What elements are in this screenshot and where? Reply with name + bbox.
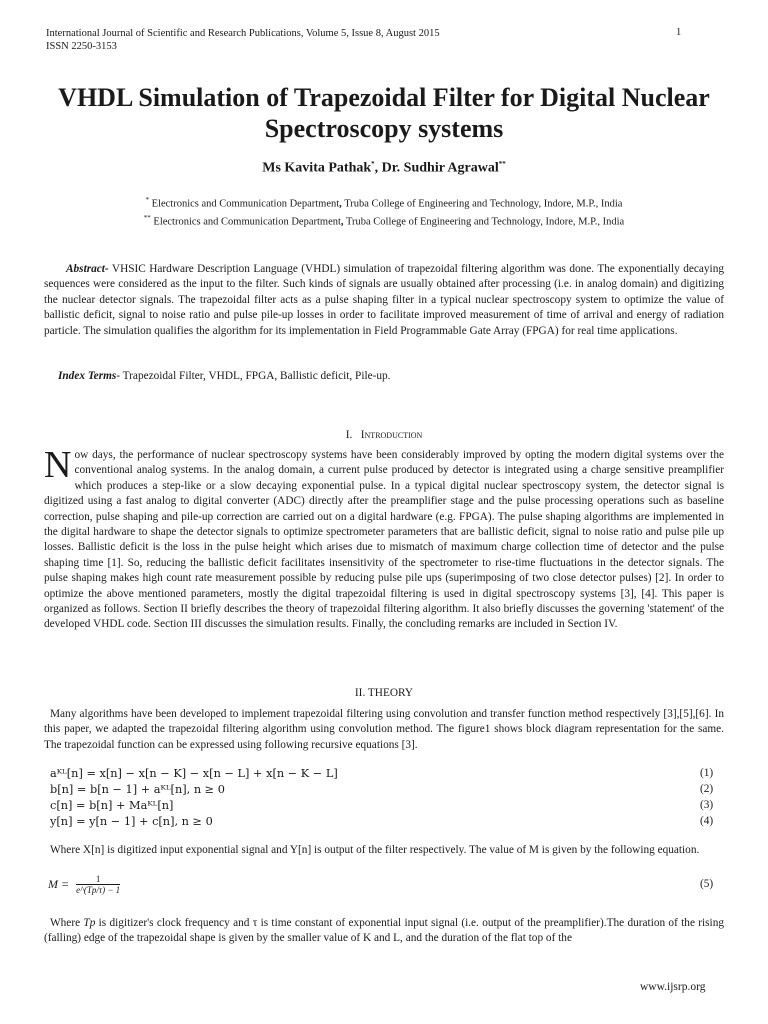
section-1-heading — [0, 429, 768, 441]
index-terms-text: - Trapezoidal Filter, VHDL, FPGA, Ballistic deficit, Pile-up. — [116, 370, 391, 382]
equation-1-number: (1) — [700, 767, 714, 779]
journal-header — [46, 27, 440, 53]
author-1: Ms Kavita Pathak — [262, 160, 372, 176]
paper-title: VHDL Simulation of Trapezoidal Filter for Digital Nuclear Spectroscopy systems — [58, 83, 710, 143]
page-number: 1 — [676, 27, 682, 38]
affiliation-1: * Electronics and Communication Department, Truba College of Engineering and Technology, Indore, M.P., India — [145, 196, 623, 210]
author-2: Dr. Sudhir Agrawal — [381, 160, 499, 176]
theory-paragraph — [44, 707, 724, 753]
equation-2-number: (2) — [700, 783, 714, 795]
where-1-text: Where X[n] is digitized input exponential signal and Y[n] is output of the filter respectively. The value of M is given by the following equation. — [50, 844, 700, 856]
where-2-prefix: Where — [50, 917, 84, 929]
affiliation-dept: Electronics and Communication Department — [153, 216, 341, 228]
equation-4-number: (4) — [700, 815, 714, 827]
theory-text: Many algorithms have been developed to implement trapezoidal filtering using convolution and transfer function method respectively [3],[5],[6]. In this paper, we adapted the trapezoidal filtering algorithm using convolution method. The figure1 shows block diagram representation for the same. The trapezoidal function can be expressed using following recursive equations [3]. — [44, 708, 724, 751]
author-1-mark: * — [371, 160, 375, 168]
abstract — [44, 262, 724, 339]
introduction-paragraph — [44, 444, 724, 633]
affiliation-mark: ** — [143, 214, 151, 222]
equation-5 — [48, 874, 120, 895]
equation-5-number: (5) — [700, 878, 714, 890]
index-terms-label: Index Terms — [58, 370, 117, 382]
tp-symbol: Tp — [83, 917, 96, 929]
author-separator: , — [374, 160, 382, 176]
affiliation-rest: Truba College of Engineering and Technology, Indore, M.P., India — [341, 198, 623, 210]
author-2-mark: ** — [498, 160, 506, 168]
equation-4: y[n] = y[n − 1] + c[n], n ≥ 0 — [50, 815, 213, 828]
equation-5-denominator: e^(Tp/τ) − 1 — [76, 885, 121, 895]
index-terms — [58, 370, 391, 382]
issn: ISSN 2250-3153 — [46, 41, 117, 52]
abstract-label: Abstract- — [66, 263, 109, 275]
section-1-title: Introduction — [360, 429, 423, 441]
footer-url[interactable]: www.ijsrp.org — [640, 981, 706, 993]
where-paragraph-1 — [44, 843, 724, 858]
equation-2: b[n] = b[n − 1] + aᴷᴸ[n], n ≥ 0 — [50, 783, 225, 796]
author-line — [0, 160, 768, 177]
abstract-text: VHSIC Hardware Description Language (VHDL) simulation of trapezoidal filtering algorithm was done. The exponentially decaying sequences were considered as the input to the filter. Such kinds of signals are usually obtained after processing (i.e. in analog domain) and digitizing the nuclear detector signals. The trapezoidal filter acts as a pulse shaping filter in a typical nuclear spectroscopy system to optimize the value of ballistic deficit, signal to noise ratio and pulse pile-up losses in order to facilitate improved measurement of time of arrival and energy of radiation particle. The simulation qualifies the algorithm for its implementation in Field Programmable Gate Array (FPGA) for real time applications. — [44, 263, 724, 337]
affiliation-dept: Electronics and Communication Department — [151, 198, 340, 210]
section-2-heading: II. THEORY — [354, 687, 414, 699]
equation-3: c[n] = b[n] + Maᴷᴸ[n] — [50, 799, 174, 812]
where-paragraph-2 — [44, 916, 724, 947]
section-1-numeral: I. — [345, 429, 353, 441]
drop-cap: N — [44, 444, 72, 486]
introduction-text: ow days, the performance of nuclear spectroscopy systems have been considerably improved by opting the modern digital systems over the conventional analog systems. In the analog domain, a current pulse produced by detector is integrated using a charge sensitive preamplifier which produces a step-like or a slow decaying exponential pulse. In a typical digital nuclear spectroscopy system, the detector signal is digitized using a fast analog to digital converter (ADC) directly after the preamplifier stage and the pulse processing operations such as baseline correction, pulse shaping and pile-up correction are carried out on a digital hardware (e.g. FPGA). The pulse shaping algorithms are implemented in the digital hardware to shape the detector signals to optimize spectrometer parameters that are ballistic deficit, signal to noise ratio and pulse pile up losses. Ballistic deficit is the loss in the pulse height which arises due to mismatch of maximum charge collection time of detector and the pulse shaping time [1]. So, reducing the ballistic deficit facilitates insensitivity of the spectrometer to rise-time fluctuations in the detector signals. The pulse shaping makes high count rate measurement possible by reducing pulse pile ups (superimposing of two close detector pulses) [2]. In order to optimize the above mentioned parameters, mostly the digital trapezoidal filtering is used in digital spectroscopy systems [3], [4]. This paper is organized as follows. Section II briefly describes the theory of trapezoidal filtering algorithm. It also briefly discusses the governing 'statement' of the developed VHDL code. Section III discusses the simulation results. Finally, the concluding remarks are included in Section IV. — [44, 449, 724, 631]
equation-1: aᴷᴸ[n] = x[n] − x[n − K] − x[n − L] + x[n − K − L] — [50, 767, 338, 780]
affiliation-2: ** Electronics and Communication Department, Truba College of Engineering and Technology, Indore, M.P., India — [143, 214, 625, 228]
equation-5-numerator: 1 — [76, 874, 120, 885]
where-2-text: is digitizer's clock frequency and τ is time constant of exponential input signal (i.e. output of the preamplifier).The duration of the rising (falling) edge of the trapezoidal shape is given by the smaller value of K and L, and the duration of the flat top of the — [44, 917, 724, 945]
affiliation-mark: * — [145, 196, 150, 204]
equation-3-number: (3) — [700, 799, 714, 811]
equation-5-lhs: M = — [48, 877, 70, 891]
journal-name: International Journal of Scientific and Research Publications, Volume 5, Issue 8, August 2015 — [46, 28, 440, 39]
affiliation-rest: Truba College of Engineering and Technology, Indore, M.P., India — [343, 216, 625, 228]
